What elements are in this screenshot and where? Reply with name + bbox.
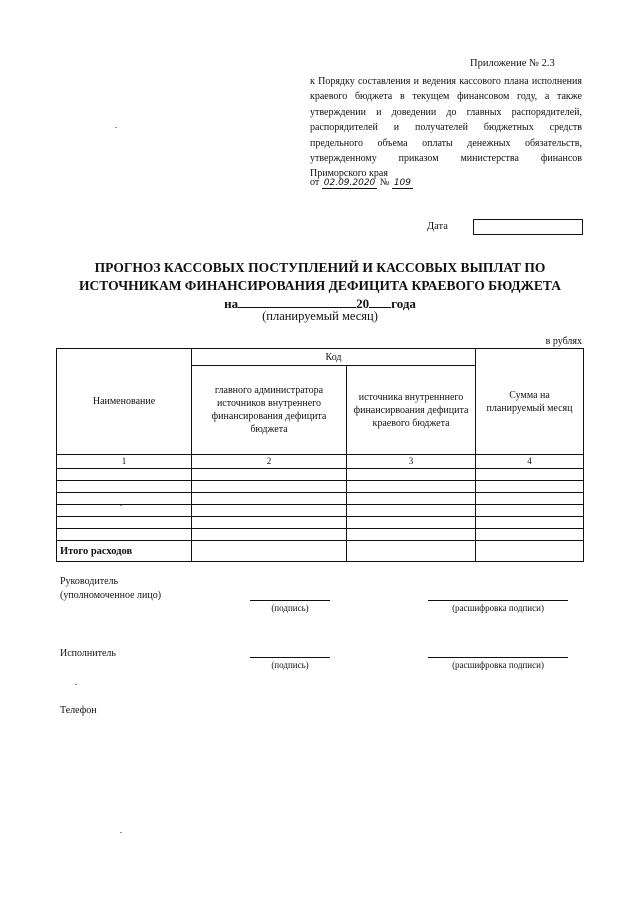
scan-speck [75,684,77,685]
cell[interactable] [57,505,192,517]
column-number: 3 [347,455,476,469]
column-numbers-row [57,455,584,469]
head-label-line-1: Руководитель [60,576,119,587]
total-label: Итого расходов [57,541,192,562]
cell[interactable] [476,493,584,505]
order-date: 02.09.2020 [323,178,376,188]
cell[interactable] [476,517,584,529]
units-label: в рублях [545,336,582,347]
cell[interactable] [347,493,476,505]
order-number: 109 [393,178,412,188]
cell[interactable] [57,469,192,481]
date-field[interactable] [473,219,583,235]
title-line-2: ИСТОЧНИКАМ ФИНАНСИРОВАНИЯ ДЕФИЦИТА КРАЕВОГО БЮДЖЕТА [79,278,561,293]
cell[interactable] [192,517,347,529]
cell[interactable] [476,505,584,517]
total-cell[interactable] [476,541,584,562]
cell[interactable] [57,529,192,541]
head-label-line-2: (уполномоченное лицо) [60,590,162,601]
appendix-title: Приложение № 2.3 [470,58,555,69]
executor-decode-caption: (расшифровка подписи) [452,660,544,670]
header-admin-code: главного администратора источников внутреннего финансирования дефицита бюджета [192,366,347,455]
cell[interactable] [192,529,347,541]
forecast-table [56,348,584,562]
table-row [57,481,584,493]
cell[interactable] [476,529,584,541]
header-name: Наименование [57,349,192,455]
executor-signature-caption: (подпись) [271,660,309,670]
head-signature-line[interactable] [250,600,330,601]
table-row [57,493,584,505]
cell[interactable] [57,517,192,529]
cell[interactable] [347,529,476,541]
table-row [57,469,584,481]
period-year: 20 [356,296,370,311]
cell[interactable] [476,469,584,481]
scan-speck [115,127,117,128]
cell[interactable] [347,505,476,517]
order-number-label: № [379,177,390,188]
cell[interactable] [192,493,347,505]
appendix-description: к Порядку составления и ведения кассового плана исполнения краевого бюджета в текущем финансовом году, а также утверждении и доведении до главных распорядителей, распорядителей и получателей бюджетных средств предельного объема оплаты денежных обязательств, утвержденному приказом министерства финансов Приморского края [310,76,582,180]
head-decode-caption: (расшифровка подписи) [452,603,544,613]
executor-signature-line[interactable] [250,657,330,658]
scan-speck [120,505,122,506]
head-signature-caption: (подпись) [271,603,309,613]
head-decode-line[interactable] [428,600,568,601]
month-blank[interactable] [238,295,356,308]
document-title [40,259,600,295]
header-sum: Сумма на планируемый месяц [476,349,584,455]
table-row [57,517,584,529]
phone-label: Телефон [60,705,97,716]
cell[interactable] [347,481,476,493]
column-number: 1 [57,455,192,469]
executor-decode-line[interactable] [428,657,568,658]
table-row [57,529,584,541]
head-label [60,575,161,603]
header-code: Код [192,349,476,366]
header-source-code: источника внутренннего финансирвоания дефицита краевого бюджета [347,366,476,455]
scan-speck [120,832,122,833]
cell[interactable] [57,493,192,505]
total-cell[interactable] [347,541,476,562]
cell[interactable] [347,469,476,481]
date-label: Дата [427,221,448,232]
order-prefix: от [310,177,320,188]
executor-label: Исполнитель [60,648,116,659]
cell[interactable] [192,469,347,481]
cell[interactable] [476,481,584,493]
title-line-1: ПРОГНОЗ КАССОВЫХ ПОСТУПЛЕНИЙ И КАССОВЫХ ВЫПЛАТ ПО [94,260,546,275]
cell[interactable] [192,505,347,517]
year-blank[interactable] [369,295,391,308]
period-prefix: на [224,296,239,311]
column-number: 4 [476,455,584,469]
total-row [57,541,584,562]
period-suffix: года [391,296,416,311]
cell[interactable] [192,481,347,493]
order-reference [310,177,413,188]
column-number: 2 [192,455,347,469]
cell[interactable] [57,481,192,493]
cell[interactable] [347,517,476,529]
period-hint: (планируемый месяц) [262,309,378,323]
total-cell[interactable] [192,541,347,562]
table-row [57,505,584,517]
